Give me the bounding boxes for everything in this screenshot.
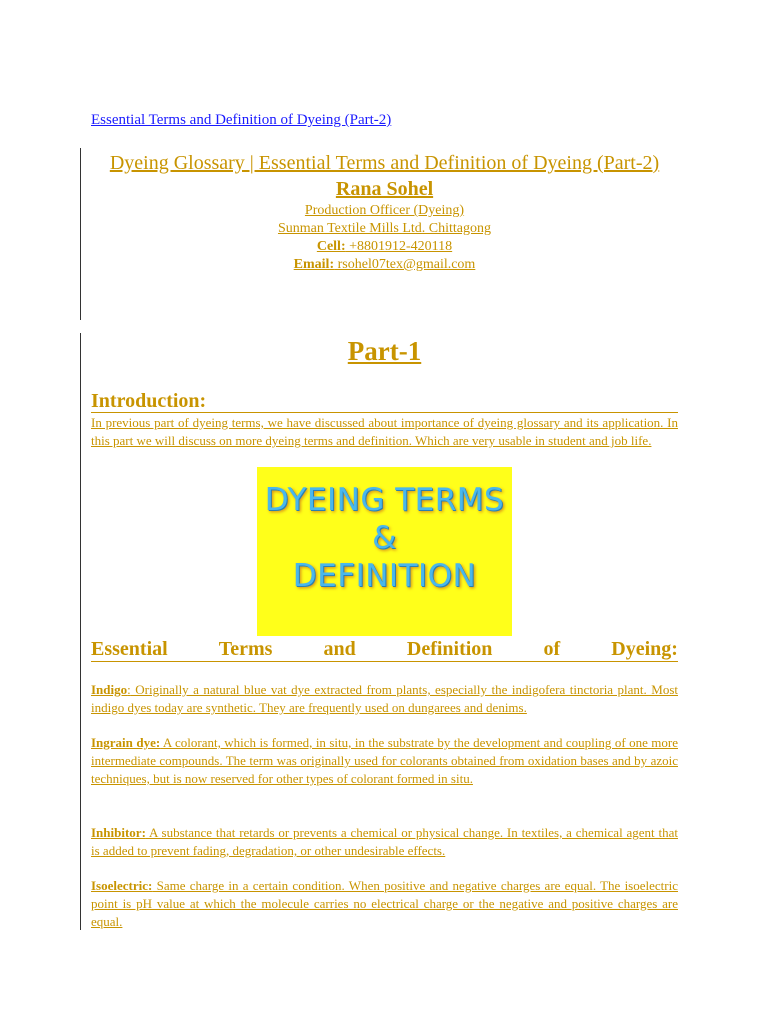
term-name: Ingrain dye:: [91, 735, 161, 750]
dyeing-terms-banner-image: [257, 467, 512, 636]
term-ingrain-dye: [91, 734, 678, 788]
part-heading: Part-1: [347, 336, 422, 366]
term-name: Indigo: [91, 682, 128, 697]
left-rule-top: [80, 148, 81, 320]
term-isoelectric: [91, 877, 678, 931]
document-header: [91, 150, 678, 274]
intro-heading: Introduction:: [91, 391, 678, 413]
author-cell: [91, 238, 678, 256]
author-company: Sunman Textile Mills Ltd. Chittagong: [277, 221, 492, 236]
section-heading-word: of: [543, 638, 561, 660]
intro-paragraph: In previous part of dyeing terms, we have discussed about importance of dyeing glossary and its application. In this part we will discuss on more dyeing terms and definition. Which are very usable in student and job life.: [91, 415, 678, 448]
banner-line-2: &: [372, 520, 397, 556]
email-label: Email:: [293, 257, 335, 272]
banner-line-3: DEFINITION: [292, 558, 477, 594]
email-value[interactable]: rsohel07tex@gmail.com: [334, 257, 476, 272]
section-heading-word: Definition: [406, 638, 493, 660]
section-heading: [91, 637, 678, 662]
section-heading-word: Terms: [218, 638, 273, 660]
cell-label: Cell:: [316, 239, 346, 254]
term-inhibitor: [91, 824, 678, 860]
cell-value: +8801912-420118: [345, 239, 453, 254]
section-heading-word: and: [323, 638, 356, 660]
term-definition: Originally a natural blue vat dye extracted from plants, especially the indigofera tinctoria plant. Most indigo dyes today are synthetic. They are frequently used on dungarees and denims.: [91, 682, 678, 715]
term-name: Isoelectric:: [91, 878, 153, 893]
author-position: Production Officer (Dyeing): [304, 203, 465, 218]
author-email: [91, 256, 678, 274]
banner-line-1: DYEING TERMS: [264, 482, 505, 518]
section-heading-word: Dyeing:: [611, 638, 678, 660]
term-definition: A substance that retards or prevents a chemical or physical change. In textiles, a chemical agent that is added to prevent fading, degradation, or other undesirable effects.: [91, 825, 678, 858]
section-heading-word: Essential: [91, 638, 168, 660]
author-name: Rana Sohel: [335, 178, 434, 200]
term-definition: A colorant, which is formed, in situ, in the substrate by the development and coupling of one more intermediate compounds. The term was originally used for colorants obtained from oxidation bases and by azoic techniques, but is now reserved for other types of colorant formed in situ.: [91, 735, 678, 786]
term-indigo: [91, 681, 678, 717]
article-link[interactable]: Essential Terms and Definition of Dyeing (Part-2): [91, 112, 392, 128]
term-definition: Same charge in a certain condition. When positive and negative charges are equal. The isoelectric point is pH value at which the molecule carries no electrical charge or the negative and positive charges are equal.: [91, 878, 678, 929]
document-title: Dyeing Glossary | Essential Terms and Definition of Dyeing (Part-2): [109, 152, 660, 174]
term-name: Inhibitor:: [91, 825, 146, 840]
term-separator: :: [127, 682, 131, 697]
left-rule-bottom: [80, 333, 81, 930]
